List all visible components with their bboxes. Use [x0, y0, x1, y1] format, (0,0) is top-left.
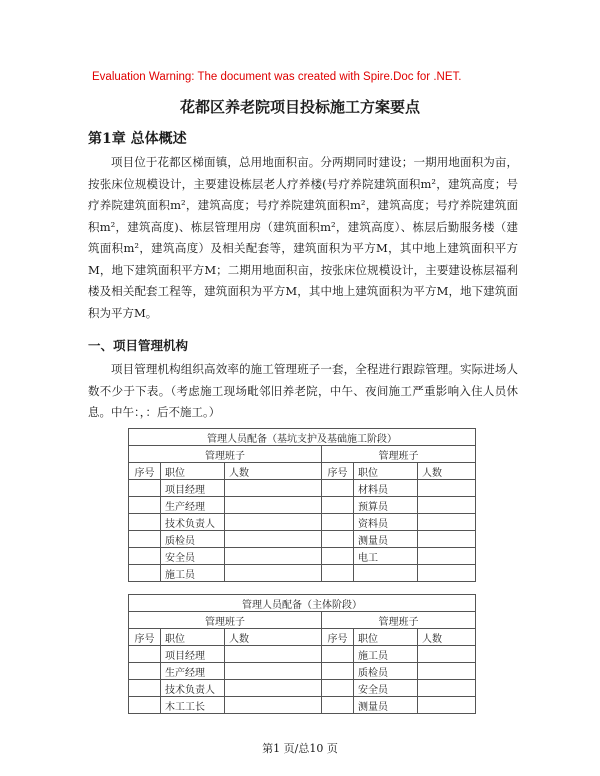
header-position: 职位	[161, 463, 225, 480]
seq-cell	[322, 497, 354, 514]
table-group-row	[129, 612, 476, 629]
position-cell: 安全员	[161, 548, 225, 565]
seq-cell	[322, 680, 354, 697]
table-row	[129, 680, 476, 697]
chapter-heading: 第1章 总体概述	[88, 131, 187, 147]
position-cell: 生产经理	[161, 663, 225, 680]
count-cell	[418, 548, 476, 565]
count-cell	[418, 531, 476, 548]
header-count: 人数	[418, 629, 476, 646]
count-cell	[225, 663, 322, 680]
table-row	[129, 548, 476, 565]
seq-cell	[322, 697, 354, 714]
seq-cell	[129, 680, 161, 697]
count-cell	[418, 663, 476, 680]
count-cell	[418, 514, 476, 531]
header-seq: 序号	[129, 463, 161, 480]
position-cell: 施工员	[354, 646, 418, 663]
count-cell	[225, 480, 322, 497]
group-header-left: 管理班子	[129, 446, 322, 463]
seq-cell	[322, 646, 354, 663]
count-cell	[418, 697, 476, 714]
position-cell: 木工工长	[161, 697, 225, 714]
group-header-right: 管理班子	[322, 612, 476, 629]
seq-cell	[129, 565, 161, 582]
position-cell: 电工	[354, 548, 418, 565]
seq-cell	[322, 514, 354, 531]
position-cell: 安全员	[354, 680, 418, 697]
seq-cell	[129, 548, 161, 565]
evaluation-warning: Evaluation Warning: The document was created with Spire.Doc for .NET.	[92, 71, 462, 83]
table-header-row	[129, 463, 476, 480]
seq-cell	[129, 497, 161, 514]
seq-cell	[129, 514, 161, 531]
table-row	[129, 565, 476, 582]
group-header-left: 管理班子	[129, 612, 322, 629]
position-cell: 技术负责人	[161, 514, 225, 531]
position-cell: 质检员	[354, 663, 418, 680]
position-cell: 技术负责人	[161, 680, 225, 697]
seq-cell	[129, 531, 161, 548]
table-row	[129, 663, 476, 680]
table-row	[129, 497, 476, 514]
header-position: 职位	[354, 629, 418, 646]
overview-paragraph: 项目位于花都区梯面镇，总用地面积亩。分两期同时建设；一期用地面积为亩，按张床位规模设计，主要建设栋层老人疗养楼(号疗养院建筑面积m²，建筑高度；号疗养院建筑面积m²，建筑高度；号疗养院建筑面积m²，建筑高度；号疗养院建筑面积m²，建筑高度)、栋层管理用房（建筑面积m²，建筑高度）、栋层后勤服务楼（建筑面积m²，建筑高度）及相关配套等，建筑面积为平方M，其中地上建筑面积平方M，地下建筑面积平方M；二期用地面积亩，按张床位规模设计，主要建设栋层福利楼及相关配套工程等，建筑面积为平方M，其中地上建筑面积为平方M，地下建筑面积为平方M。	[88, 155, 518, 320]
count-cell	[418, 497, 476, 514]
header-seq: 序号	[322, 629, 354, 646]
header-seq: 序号	[322, 463, 354, 480]
position-cell: 项目经理	[161, 646, 225, 663]
table-caption-row	[129, 429, 476, 446]
seq-cell	[129, 646, 161, 663]
staffing-table-main	[128, 594, 476, 714]
count-cell	[225, 697, 322, 714]
position-cell: 项目经理	[161, 480, 225, 497]
header-position: 职位	[161, 629, 225, 646]
table-row	[129, 697, 476, 714]
group-header-right: 管理班子	[322, 446, 476, 463]
position-cell: 施工员	[161, 565, 225, 582]
table-row	[129, 531, 476, 548]
table-caption-row	[129, 595, 476, 612]
position-cell: 生产经理	[161, 497, 225, 514]
seq-cell	[322, 480, 354, 497]
count-cell	[225, 548, 322, 565]
table-row	[129, 480, 476, 497]
page-footer: 第1 页/总10 页	[262, 742, 338, 755]
management-paragraph: 项目管理机构组织高效率的施工管理班子一套，全程进行跟踪管理。实际进场人数不少于下表。（考虑施工现场毗邻旧养老院，中午、夜间施工严重影响入住人员休息。中午：，：后不施工。）	[88, 362, 518, 419]
seq-cell	[129, 697, 161, 714]
seq-cell	[322, 663, 354, 680]
table-row	[129, 646, 476, 663]
count-cell	[418, 565, 476, 582]
header-count: 人数	[225, 629, 322, 646]
seq-cell	[322, 531, 354, 548]
count-cell	[418, 646, 476, 663]
count-cell	[225, 514, 322, 531]
staffing-table-foundation	[128, 428, 476, 582]
position-cell: 资料员	[354, 514, 418, 531]
header-count: 人数	[225, 463, 322, 480]
header-seq: 序号	[129, 629, 161, 646]
document-title: 花都区养老院项目投标施工方案要点	[179, 98, 420, 116]
table-group-row	[129, 446, 476, 463]
position-cell: 预算员	[354, 497, 418, 514]
count-cell	[225, 680, 322, 697]
count-cell	[225, 531, 322, 548]
seq-cell	[322, 548, 354, 565]
count-cell	[418, 680, 476, 697]
position-cell	[354, 565, 418, 582]
position-cell: 测量员	[354, 697, 418, 714]
position-cell: 材料员	[354, 480, 418, 497]
header-position: 职位	[354, 463, 418, 480]
seq-cell	[129, 480, 161, 497]
header-count: 人数	[418, 463, 476, 480]
table-header-row	[129, 629, 476, 646]
count-cell	[225, 646, 322, 663]
table-caption: 管理人员配备（基坑支护及基础施工阶段）	[129, 429, 476, 446]
table-caption: 管理人员配备（主体阶段）	[129, 595, 476, 612]
position-cell: 测量员	[354, 531, 418, 548]
section-heading: 一、项目管理机构	[88, 338, 189, 353]
table-row	[129, 514, 476, 531]
count-cell	[418, 480, 476, 497]
seq-cell	[322, 565, 354, 582]
count-cell	[225, 565, 322, 582]
seq-cell	[129, 663, 161, 680]
count-cell	[225, 497, 322, 514]
position-cell: 质检员	[161, 531, 225, 548]
